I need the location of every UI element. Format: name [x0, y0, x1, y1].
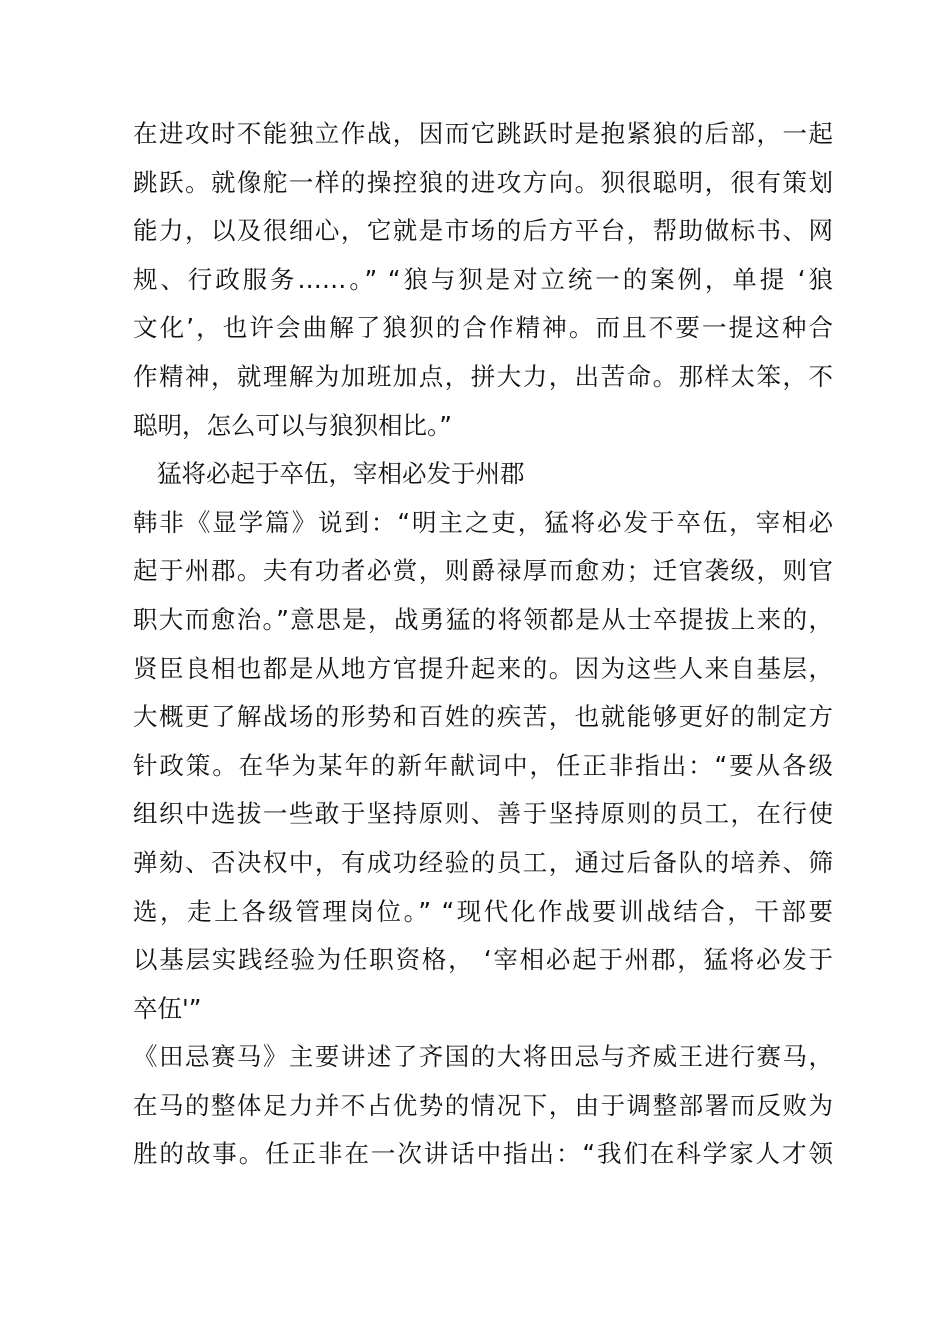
- text-line: 针政策。在华为某年的新年献词中，任正非指出：“要从各级: [133, 750, 833, 780]
- text-line: 组织中选拔一些敢于坚持原则、善于坚持原则的员工，在行使: [133, 799, 833, 829]
- text-line: 作精神，就理解为加班加点，拼大力，出苦命。那样太笨，不: [133, 361, 833, 391]
- text-line: 胜的故事。任正非在一次讲话中指出：“我们在科学家人才领: [133, 1139, 833, 1169]
- text-line: 《田忌赛马》主要讲述了齐国的大将田忌与齐威王进行赛马，: [133, 1042, 833, 1072]
- body-text: [133, 110, 833, 1179]
- section-heading: 猛将必起于卒伍，宰相必发于州郡: [157, 459, 525, 489]
- text-line: 职大而愈治。”意思是，战勇猛的将领都是从士卒提拔上来的，: [133, 604, 833, 634]
- text-line: 在进攻时不能独立作战，因而它跳跃时是抱紧狼的后部，一起: [133, 119, 833, 148]
- text-line: 在马的整体足力并不占优势的情况下，由于调整部署而反败为: [133, 1090, 833, 1120]
- text-line: 起于州郡。夫有功者必赏，则爵禄厚而愈劝；迁官袭级，则官: [133, 556, 833, 586]
- text-line: 以基层实践经验为任职资格， ‘宰相必起于州郡，猛将必发于: [133, 945, 833, 975]
- text-line: 卒伍'”: [133, 993, 202, 1023]
- text-line: 选，走上各级管理岗位。” “现代化作战要训战结合，干部要: [133, 896, 833, 926]
- text-line: 聪明，怎么可以与狼狈相比。”: [133, 410, 452, 440]
- text-line: 文化’，也许会曲解了狼狈的合作精神。而且不要一提这种合: [133, 313, 833, 343]
- text-line: 韩非《显学篇》说到：“明主之吏，猛将必发于卒伍，宰相必: [133, 507, 833, 537]
- text-line: 跳跃。就像舵一样的操控狼的进攻方向。狈很聪明，很有策划: [133, 167, 833, 197]
- text-line: 能力，以及很细心，它就是市场的后方平台，帮助做标书、网: [133, 216, 833, 246]
- text-line: 贤臣良相也都是从地方官提升起来的。因为这些人来自基层，: [133, 653, 833, 683]
- text-line: 弹劾、否决权中，有成功经验的员工，通过后备队的培养、筛: [133, 847, 833, 877]
- text-line: 大概更了解战场的形势和百姓的疾苦，也就能够更好的制定方: [133, 702, 833, 732]
- text-line: 规、行政服务……。” “狼与狈是对立统一的案例，单提 ‘狼: [133, 264, 833, 294]
